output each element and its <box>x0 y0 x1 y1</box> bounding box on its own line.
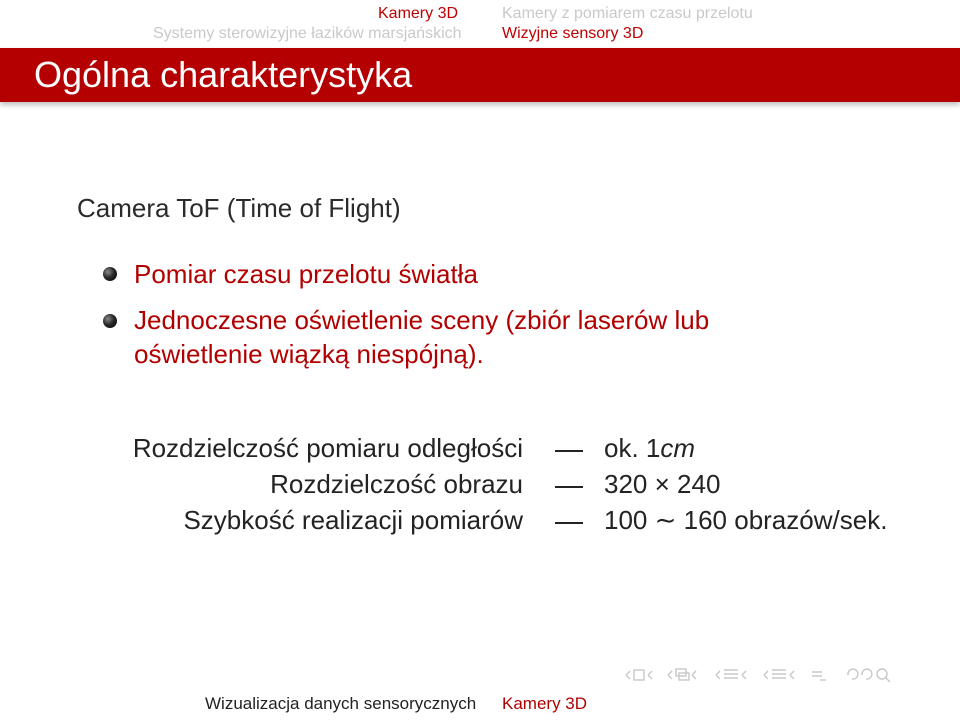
nav-link-wizyjne-sensory[interactable]: Wizyjne sensory 3D <box>502 25 644 42</box>
search-icon <box>877 669 887 679</box>
spec-value-image-resolution: 320 × 240 <box>604 469 721 499</box>
nav-prev-icon <box>626 671 630 679</box>
bullet-item-2-line2: oświetlenie wiązką niespójną). <box>134 339 484 369</box>
nav-symbols-svg <box>622 664 952 686</box>
spec-label-image-resolution: Rozdzielczość obrazu <box>270 469 523 499</box>
spec-label-measurement-speed: Szybkość realizacji pomiarów <box>183 505 523 535</box>
align-icon <box>812 672 822 676</box>
document-icon <box>772 670 786 678</box>
nav-link-kamery-czas-przelotu[interactable]: Kamery z pomiarem czasu przelotu <box>502 5 753 22</box>
nav-link-systemy-sterowizyjne[interactable]: Systemy sterowizyjne łazików marsjańskich <box>153 25 462 42</box>
nav-section-left <box>0 0 480 48</box>
bullet-item-1: Pomiar czasu przelotu światła <box>134 259 478 289</box>
spec-label-distance-resolution: Rozdzielczość pomiaru odległości <box>132 433 523 463</box>
spec-dash <box>555 450 583 452</box>
spec-dash <box>555 522 583 524</box>
spec-value-distance-resolution: ok. 1cm <box>604 433 696 463</box>
footer-title: Wizualizacja danych sensorycznych <box>205 694 477 713</box>
bullet-icon <box>103 314 117 328</box>
nav-next-icon <box>648 671 652 679</box>
frame-icon <box>634 670 644 680</box>
spec-value-measurement-speed: 100 ∼ 160 obrazów/sek. <box>604 505 888 535</box>
spec-dash <box>555 486 583 488</box>
footer-bar <box>0 690 960 720</box>
bullet-icon <box>103 267 117 281</box>
nav-section-right <box>482 0 960 48</box>
nav-prev-subsection-icon <box>668 671 672 679</box>
navigation-header <box>0 0 960 48</box>
forward-icon <box>862 669 872 679</box>
slide-subtitle: Camera ToF (Time of Flight) <box>77 193 401 223</box>
section-icon <box>724 670 738 678</box>
bullet-item-2-line1: Jednoczesne oświetlenie sceny (zbiór laserów lub <box>134 305 710 335</box>
nav-link-kamery-3d[interactable]: Kamery 3D <box>378 5 459 22</box>
footer-section: Kamery 3D <box>502 694 588 713</box>
frame-title: Ogólna charakterystyka <box>34 54 413 95</box>
beamer-navigation-symbols <box>622 664 952 686</box>
back-icon <box>848 669 858 679</box>
